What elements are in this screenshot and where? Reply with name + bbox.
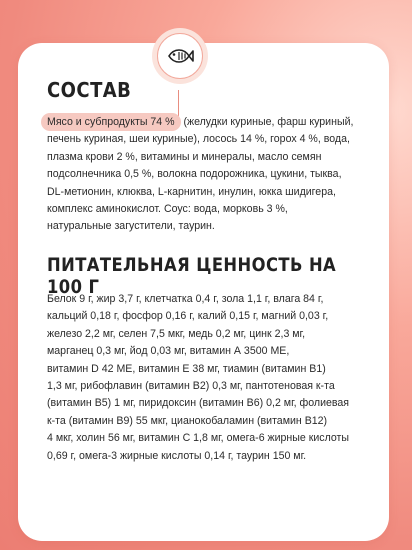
nutrition-line: железо 2,2 мг, селен 7,5 мкг, медь 0,2 мг, цинк 2,3 мг, <box>47 327 306 340</box>
composition-line: печень куриная, шеи куриные), лосось 14 %, горох 4 %, вода, <box>47 133 350 146</box>
nutrition-line: 0,69 г, омега-3 жирные кислоты 0,14 г, таурин 150 мг. <box>47 449 307 462</box>
nutrition-line: (витамин В5) 1 мг, пиридоксин (витамин В6) 0,2 мг, фолиевая <box>47 397 350 410</box>
nutrition-line: 1,3 мг, рибофлавин (витамин В2) 0,3 мг, пантотеновая к-та <box>47 380 335 393</box>
nutrition-line: 4 мкг, холин 56 мг, витамин С 1,8 мг, омега-6 жирные кислоты <box>47 432 349 445</box>
nutrition-line: к-та (витамин В9) 55 мкг, цианокобаламин (витамин В12) <box>47 414 328 427</box>
composition-line: плазма крови 2 %, витамины и минералы, масло семян <box>47 150 322 163</box>
nutrition-text <box>47 291 377 465</box>
composition-highlight: Мясо и субпродукты 74 % <box>41 113 181 131</box>
composition-title: СОСТАВ <box>47 78 132 102</box>
nutrition-line: Белок 9 г, жир 3,7 г, клетчатка 0,4 г, зола 1,1 г, влага 84 г, <box>47 293 324 305</box>
nutrition-title: ПИТАТЕЛЬНАЯ ЦЕННОСТЬ НА 100 Г <box>47 254 337 298</box>
composition-line: натуральные загустители, таурин. <box>47 220 215 233</box>
nutrition-line: кальций 0,18 г, фосфор 0,16 г, калий 0,15 г, магний 0,03 г, <box>47 310 329 323</box>
composition-line: комплекс аминокислот. Соус: вода, морковь 3 %, <box>47 203 288 216</box>
composition-line: (желудки куриные, фарш куриный, <box>180 116 354 128</box>
composition-line: DL-метионин, клюква, L-карнитин, инулин, юкка шидигера, <box>47 185 336 198</box>
composition-line: подсолнечника 0,5 %, волокна подорожника, цукини, тыква, <box>47 168 342 181</box>
icon-badge-inner <box>157 33 203 79</box>
composition-text <box>47 114 377 236</box>
icon-badge <box>152 28 208 84</box>
fish-icon <box>165 41 195 71</box>
nutrition-line: витамин D 42 МЕ, витамин Е 38 мг, тиамин (витамин В1) <box>47 362 326 375</box>
nutrition-line: марганец 0,3 мг, йод 0,03 мг, витамин А 3500 МЕ, <box>47 345 290 358</box>
